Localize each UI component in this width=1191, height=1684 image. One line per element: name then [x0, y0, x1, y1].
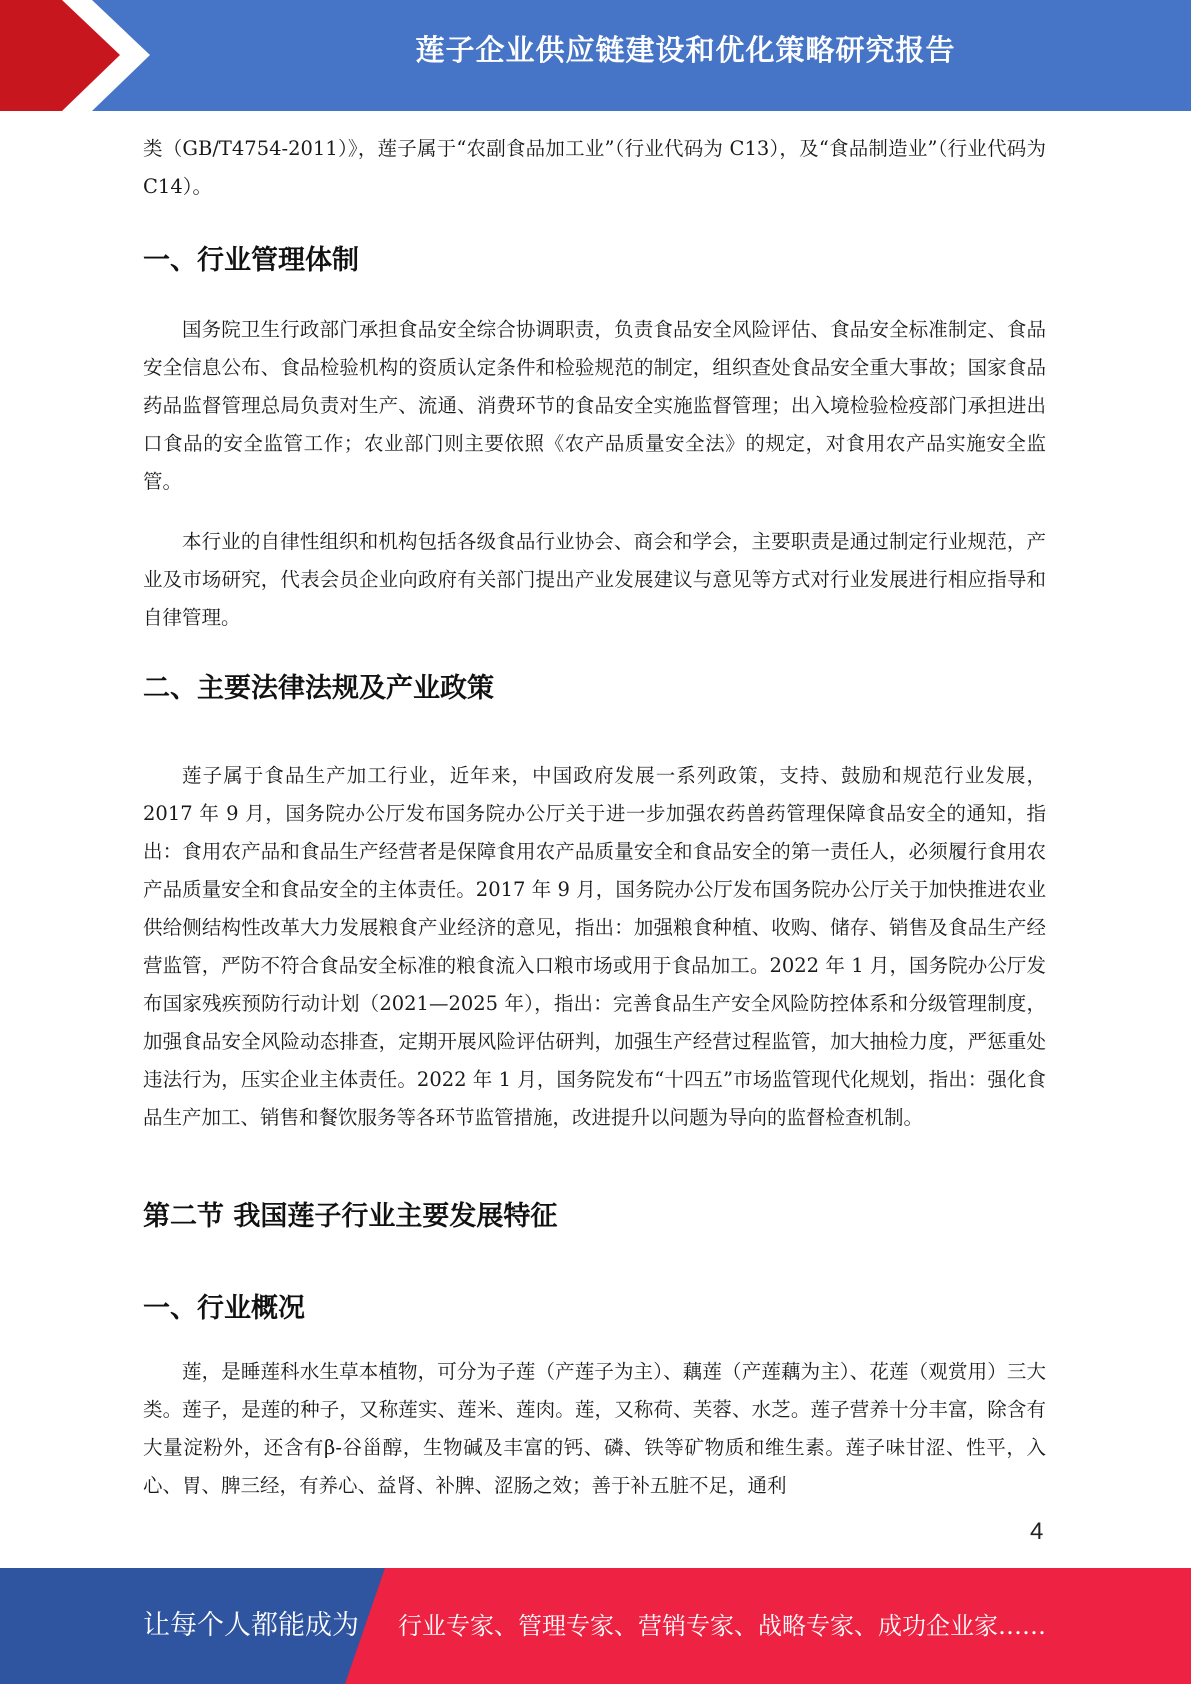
paragraph-self-regulation: 本行业的自律性组织和机构包括各级食品行业协会、商会和学会，主要职责是通过制定行业规范，产业及市场研究，代表会员企业向政府有关部门提出产业发展建议与意见等方式对行业发展进行相应指导和自律管理。 [143, 530, 1046, 629]
heading-industry-overview: 一、行业概况 [143, 1293, 305, 1324]
paragraph-policies: 莲子属于食品生产加工行业，近年来，中国政府发展一系列政策，支持、鼓励和规范行业发展，2017 年 9 月，国务院办公厅发布国务院办公厅关于进一步加强农药兽药管理保障食品安全的通知，指出：食用农产品和食品生产经营者是保障食用农产品质量安全和食品安全的第一责任人，必须履行食用农产品质量安全和食品安全的主体责任。2017 年 9 月，国务院办公厅发布国务院办公厅关于加快推进农业供给侧结构性改革大力发展粮食产业经济的意见，指出：加强粮食种植、收购、储存、销售及食品生产经营监管，严防不符合食品安全标准的粮食流入口粮市场或用于食品加工。2022 年 1 月，国务院办公厅发布国家残疾预防行动计划（2021—2025 年），指出：完善食品生产安全风险防控体系和分级管理制度，加强食品安全风险动态排查，定期开展风险评估研判，加强生产经营过程监管，加大抽检力度，严惩重处违法行为，压实企业主体责任。2022 年 1 月，国务院发布“十四五”市场监管现代化规划，指出：强化食品生产加工、销售和餐饮服务等各环节监管措施，改进提升以问题为导向的监督检查机制。 [143, 764, 1046, 1129]
heading-laws-policies: 二、主要法律法规及产业政策 [143, 673, 494, 704]
report-title: 莲子企业供应链建设和优化策略研究报告 [415, 33, 956, 67]
page-footer [0, 1568, 1191, 1684]
document-body [143, 130, 1046, 1505]
paragraph-overview: 莲，是睡莲科水生草本植物，可分为子莲（产莲子为主）、藕莲（产莲藕为主）、花莲（观赏用）三大类。莲子，是莲的种子，又称莲实、莲米、莲肉。莲，又称荷、芙蓉、水芝。莲子营养十分丰富，除含有大量淀粉外，还含有β-谷甾醇，生物碱及丰富的钙、磷、铁等矿物质和维生素。莲子味甘涩、性平，入心、胃、脾三经，有养心、益肾、补脾、涩肠之效；善于补五脏不足，通利 [143, 1360, 1046, 1497]
chevron-arrow-icon [0, 0, 160, 111]
footer-slogan-left: 让每个人都能成为 [143, 1610, 359, 1641]
page-number: 4 [1030, 1518, 1044, 1545]
page-header [0, 0, 1191, 111]
intro-paragraph: 类（GB/T4754-2011）》，莲子属于“农副食品加工业”（行业代码为 C13），及“食品制造业”（行业代码为 C14）。 [143, 137, 1046, 198]
heading-management-system: 一、行业管理体制 [143, 245, 359, 276]
footer-slogan-right: 行业专家、管理专家、营销专家、战略专家、成功企业家…… [398, 1612, 1046, 1640]
paragraph-management: 国务院卫生行政部门承担食品安全综合协调职责，负责食品安全风险评估、食品安全标准制定、食品安全信息公布、食品检验机构的资质认定条件和检验规范的制定，组织查处食品安全重大事故；国家食品药品监督管理总局负责对生产、流通、消费环节的食品安全实施监督管理；出入境检验检疫部门承担进出口食品的安全监管工作；农业部门则主要依照《农产品质量安全法》的规定，对食用农产品实施安全监管。 [143, 318, 1046, 493]
section-heading: 第二节 我国莲子行业主要发展特征 [143, 1201, 558, 1232]
